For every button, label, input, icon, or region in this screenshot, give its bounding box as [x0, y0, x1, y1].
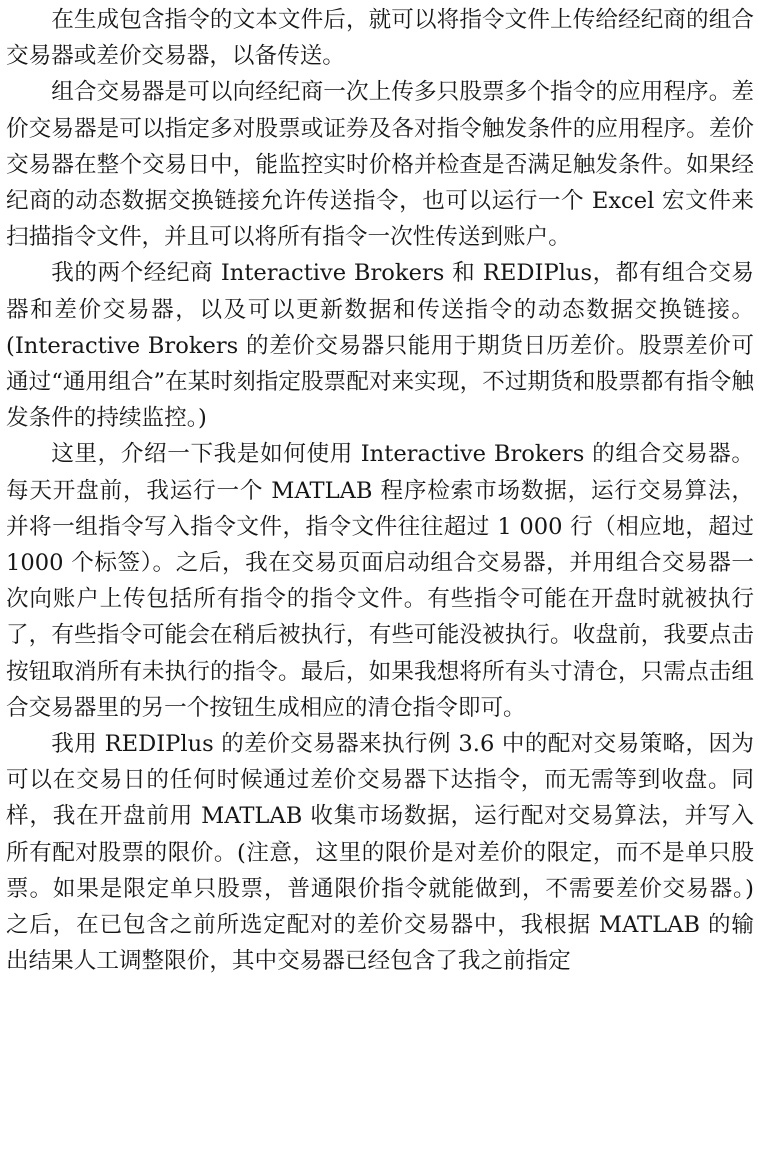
paragraph-brokers: 我的两个经纪商 Interactive Brokers 和 REDIPlus，都有组合交易器和差价交易器，以及可以更新数据和传送指令的动态数据交换链接。(Interactive Brokers 的差价交易器只能用于期货日历差价。股票差价可通过“通用组合”在某时刻指定股票配对来实现，不过期货和股票都有指令触发条件的持续监控。) — [6, 260, 754, 432]
document-page — [6, 2, 754, 979]
paragraph-spread-trader-usage: 我用 REDIPlus 的差价交易器来执行例 3.6 中的配对交易策略，因为可以在交易日的任何时候通过差价交易器下达指令，而无需等到收盘。同样，我在开盘前用 MATLAB 收集市场数据，运行配对交易算法，并写入所有配对股票的限价。(注意，这里的限价是对差价的限定，而不是单只股票。如果是限定单只股票，普通限价指令就能做到，不需要差价交易器。) 之后，在已包含之前所选定配对的差价交易器中，我根据 MATLAB 的输出结果人工调整限价，其中交易器已经包含了我之前指定 — [6, 731, 754, 975]
paragraph-basket-spread-trader: 组合交易器是可以向经纪商一次上传多只股票多个指令的应用程序。差价交易器是可以指定多对股票或证券及各对指令触发条件的应用程序。差价交易器在整个交易日中，能监控实时价格并检查是否满足触发条件。如果经纪商的动态数据交换链接允许传送指令，也可以运行一个 Excel 宏文件来扫描指令文件，并且可以将所有指令一次性传送到账户。 — [6, 79, 754, 251]
paragraph-order-upload: 在生成包含指令的文本文件后，就可以将指令文件上传给经纪商的组合交易器或差价交易器，以备传送。 — [6, 7, 754, 70]
paragraph-basket-trader-usage: 这里，介绍一下我是如何使用 Interactive Brokers 的组合交易器。每天开盘前，我运行一个 MATLAB 程序检索市场数据，运行交易算法，并将一组指令写入指令文件，指令文件往往超过 1 000 行（相应地，超过 1000 个标签）。之后，我在交易页面启动组合交易器，并用组合交易器一次向账户上传包括所有指令的指令文件。有些指令可能在开盘时就被执行了，有些指令可能会在稍后被执行，有些可能没被执行。收盘前，我要点击按钮取消所有未执行的指令。最后，如果我想将所有头寸清仓，只需点击组合交易器里的另一个按钮生成相应的清仓指令即可。 — [6, 441, 754, 721]
